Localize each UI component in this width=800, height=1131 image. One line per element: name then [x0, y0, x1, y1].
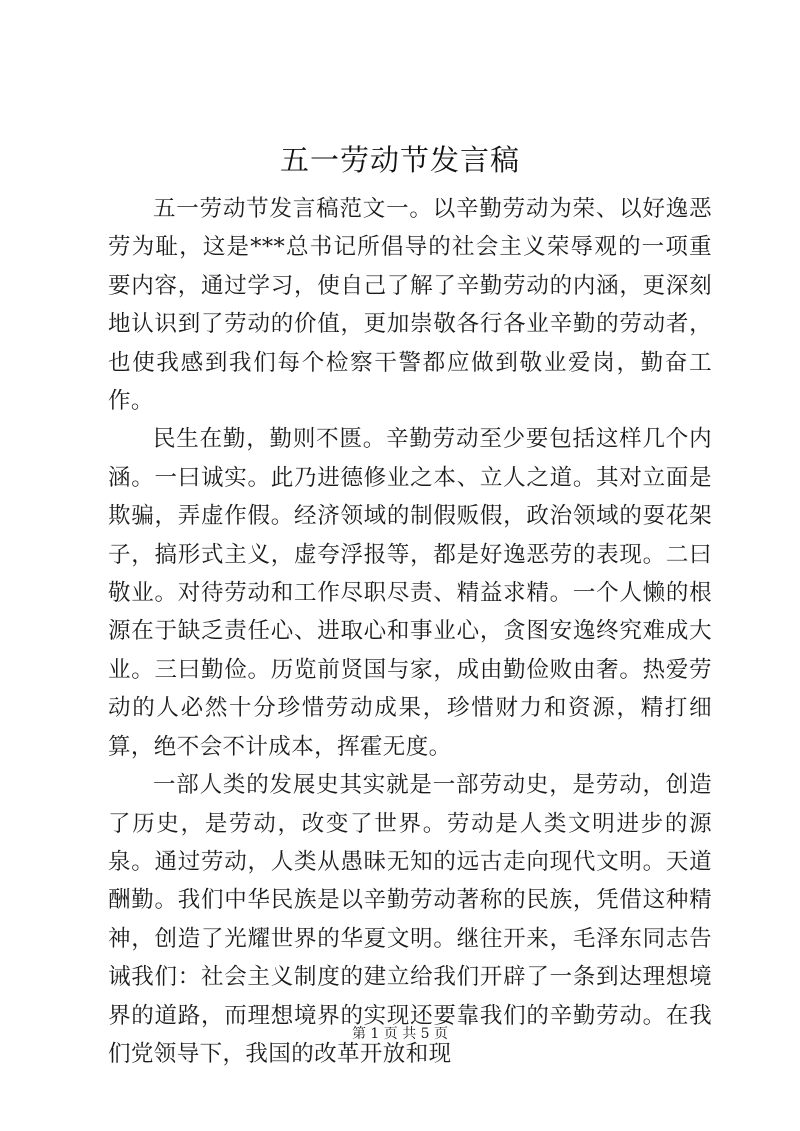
document-title: 五一劳动节发言稿	[279, 143, 520, 177]
paragraph-1: 五一劳动节发言稿范文一。以辛勤劳动为荣、以好逸恶劳为耻，这是***总书记所倡导的社会主义荣辱观的一项重要内容，通过学习，使自己了解了辛勤劳动的内涵，更深刻地认识到了劳动的价值，更加崇敬各行各业辛勤的劳动者，也使我感到我们每个检察干警都应做到敬业爱岗，勤奋工作。	[108, 196, 712, 415]
paragraph-2: 民生在勤，勤则不匮。辛勤劳动至少要包括这样几个内涵。一曰诚实。此乃进德修业之本、立人之道。其对立面是欺骗，弄虚作假。经济领域的制假贩假，政治领域的耍花架子，搞形式主义，虚夸浮报等，都是好逸恶劳的表现。二曰敬业。对待劳动和工作尽职尽责、精益求精。一个人懒的根源在于缺乏责任心、进取心和事业心，贪图安逸终究难成大业。三曰勤俭。历览前贤国与家，成由勤俭败由奢。热爱劳动的人必然十分珍惜劳动成果，珍惜财力和资源，精打细算，绝不会不计成本，挥霍无度。	[108, 426, 712, 760]
document-body	[108, 190, 712, 1073]
paragraph-3: 一部人类的发展史其实就是一部劳动史，是劳动，创造了历史，是劳动，改变了世界。劳动是人类文明进步的源泉。通过劳动，人类从愚昧无知的远古走向现代文明。天道酬勤。我们中华民族是以辛勤劳动著称的民族，凭借这种精神，创造了光耀世界的华夏文明。继往开来，毛泽东同志告诫我们：社会主义制度的建立给我们开辟了一条到达理想境界的道路，而理想境界的实现还要靠我们的辛勤劳动。在我们党领导下，我国的改革开放和现	[108, 772, 712, 1067]
page-footer: 第 1 页 共 5 页	[351, 1026, 449, 1042]
